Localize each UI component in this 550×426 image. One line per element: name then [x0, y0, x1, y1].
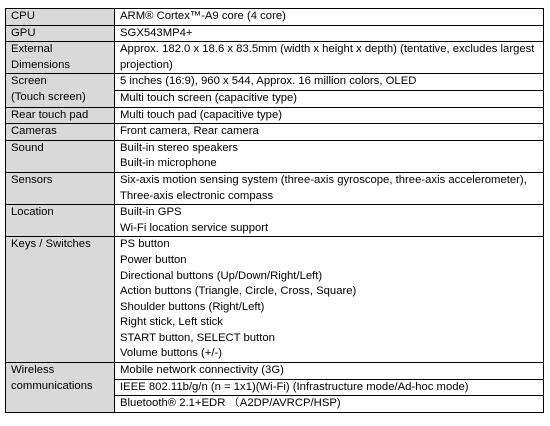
spec-value-line: Multi touch screen (capacitive type)	[115, 90, 543, 107]
spec-label: Screen	[11, 75, 47, 88]
spec-label-cell	[6, 237, 115, 363]
spec-value-cell	[115, 107, 544, 124]
spec-value-cell	[115, 205, 544, 237]
spec-label-cell	[6, 205, 115, 237]
spec-label: Sound	[11, 141, 44, 154]
spec-value-line: Power button	[120, 253, 187, 266]
spec-value-cell	[115, 9, 544, 26]
spec-row	[6, 237, 544, 363]
spec-label: Rear touch pad	[11, 108, 89, 121]
spec-label: Wireless	[11, 364, 55, 377]
spec-value-cell	[115, 74, 544, 107]
spec-value-line: Built-in stereo speakers	[120, 141, 239, 154]
spec-value-line: Front camera, Rear camera	[120, 125, 259, 138]
spec-label-cell	[6, 9, 115, 26]
spec-row	[6, 107, 544, 124]
spec-table	[5, 8, 544, 413]
spec-label: Sensors	[11, 173, 53, 186]
spec-value-line: Six-axis motion sensing system (three-axis gyroscope, three-axis accelerometer), Three-axis electronic compass	[120, 173, 527, 202]
spec-value-cell	[115, 25, 544, 42]
spec-value-line: Built-in GPS	[120, 206, 182, 219]
spec-label: External	[11, 43, 53, 56]
spec-label: Location	[11, 206, 54, 219]
spec-label: communications	[11, 379, 93, 392]
spec-table-body	[6, 9, 544, 413]
spec-value-line: Bluetooth® 2.1+EDR （A2DP/AVRCP/HSP)	[115, 395, 543, 412]
spec-label: (Touch screen)	[11, 90, 86, 103]
spec-value-line: START button, SELECT button	[120, 331, 275, 344]
spec-label-cell	[6, 124, 115, 141]
spec-label-cell	[6, 140, 115, 172]
spec-row	[6, 25, 544, 42]
spec-value-line: Right stick, Left stick	[120, 316, 223, 329]
spec-value-line: Shoulder buttons (Right/Left)	[120, 300, 265, 313]
spec-label: CPU	[11, 10, 35, 22]
spec-label-cell	[6, 74, 115, 107]
spec-value-line: Volume buttons (+/-)	[120, 347, 223, 360]
spec-value-line: Mobile network connectivity (3G)	[120, 364, 284, 377]
spec-row	[6, 42, 544, 74]
spec-label-cell	[6, 42, 115, 74]
spec-value-line: Approx. 182.0 x 18.6 x 83.5mm (width x height x depth) (tentative, excludes largest projection)	[120, 43, 535, 71]
spec-row	[6, 124, 544, 141]
spec-value-cell	[115, 363, 544, 413]
spec-row	[6, 363, 544, 413]
spec-label-cell	[6, 363, 115, 413]
spec-value-cell	[115, 172, 544, 204]
spec-row	[6, 9, 544, 26]
spec-row	[6, 205, 544, 237]
spec-value-cell	[115, 140, 544, 172]
spec-value-cell	[115, 124, 544, 141]
spec-value-line: ARM® Cortex™-A9 core (4 core)	[120, 10, 286, 22]
spec-value-line: Built-in microphone	[120, 157, 217, 170]
spec-value-line: 5 inches (16:9), 960 x 544, Approx. 16 million colors, OLED	[120, 75, 417, 88]
spec-value-line: SGX543MP4+	[120, 26, 193, 39]
spec-label: Keys / Switches	[11, 238, 91, 251]
spec-label: Cameras	[11, 125, 57, 138]
spec-label-cell	[6, 172, 115, 204]
spec-value-line: PS button	[120, 238, 170, 251]
spec-value-line: IEEE 802.11b/g/n (n = 1x1)(Wi-Fi) (Infrastructure mode/Ad-hoc mode)	[115, 379, 543, 396]
spec-label: GPU	[11, 26, 36, 39]
spec-label: Dimensions	[11, 58, 71, 71]
spec-row	[6, 172, 544, 204]
spec-row	[6, 74, 544, 107]
spec-value-line: Directional buttons (Up/Down/Right/Left)	[120, 269, 323, 282]
spec-label-cell	[6, 107, 115, 124]
spec-row	[6, 140, 544, 172]
spec-value-line: Wi-Fi location service support	[120, 221, 269, 234]
spec-value-line: Multi touch pad (capacitive type)	[120, 108, 283, 121]
spec-value-cell	[115, 42, 544, 74]
spec-value-cell	[115, 237, 544, 363]
spec-value-line: Action buttons (Triangle, Circle, Cross, Square)	[120, 285, 357, 298]
spec-label-cell	[6, 25, 115, 42]
